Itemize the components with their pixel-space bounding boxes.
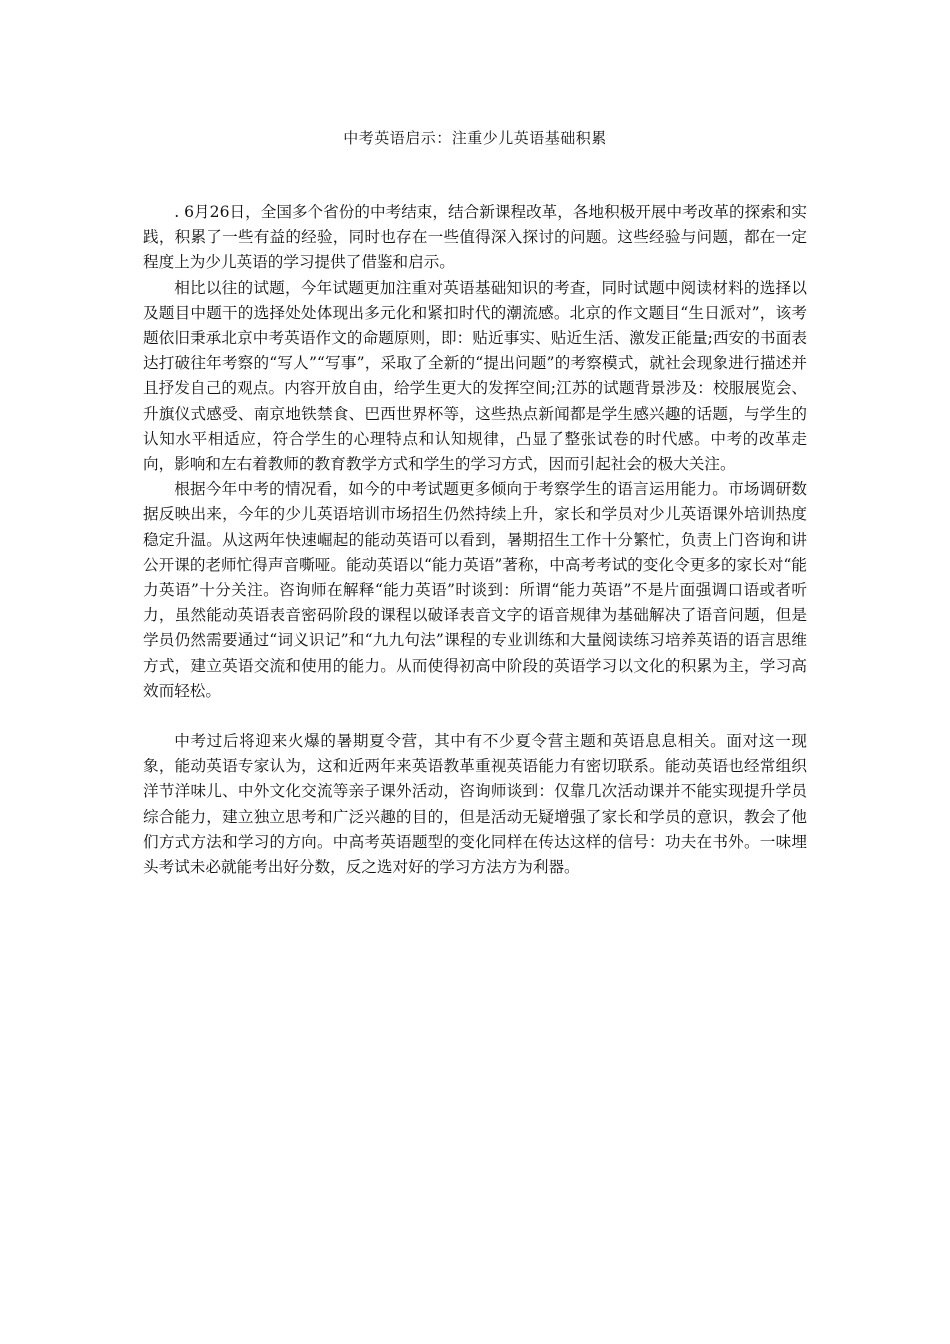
paragraph-4: 中考过后将迎来火爆的暑期夏令营，其中有不少夏令营主题和英语息息相关。面对这一现象，能动英语专家认为，这和近两年来英语教革重视英语能力有密切联系。能动英语也经常组织洋节洋味儿、中外文化交流等亲子课外活动，咨询师谈到：仅靠几次活动课并不能实现提升学员综合能力，建立独立思考和广泛兴趣的目的，但是活动无疑增强了家长和学员的意识，教会了他们方式方法和学习的方向。中高考英语题型的变化同样在传达这样的信号：功夫在书外。一味埋头考试未必就能考出好分数，反之选对好的学习方法方为利器。: [143, 732, 807, 877]
paragraph-2: 相比以往的试题，今年试题更加注重对英语基础知识的考查，同时试题中阅读材料的选择以及题目中题干的选择处处体现出多元化和紧扣时代的潮流感。北京的作文题目“生日派对”，该考题依旧秉承北京中考英语作文的命题原则，即：贴近事实、贴近生活、激发正能量;西安的书面表达打破往年考察的“写人”“写事”，采取了全新的“提出问题”的考察模式，就社会现象进行描述并且抒发自己的观点。内容开放自由，给学生更大的发挥空间;江苏的试题背景涉及：校服展览会、升旗仪式感受、南京地铁禁食、巴西世界杯等，这些热点新闻都是学生感兴趣的话题，与学生的认知水平相适应，符合学生的心理特点和认知规律，凸显了整张试卷的时代感。中考的改革走向，影响和左右着教师的教育教学方式和学生的学习方式，因而引起社会的极大关注。: [143, 278, 807, 474]
document-title: 中考英语启示：注重少儿英语基础积累: [343, 129, 607, 147]
paragraph-3: 根据今年中考的情况看，如今的中考试题更多倾向于考察学生的语言运用能力。市场调研数据反映出来，今年的少儿英语培训市场招生仍然持续上升，家长和学员对少儿英语课外培训热度稳定升温。从这两年快速崛起的能动英语可以看到，暑期招生工作十分繁忙，负责上门咨询和讲公开课的老师忙得声音嘶哑。能动英语以“能力英语”著称，中高考考试的变化令更多的家长对“能力英语”十分关注。咨询师在解释“能力英语”时谈到：所谓“能力英语”不是片面强调口语或者听力，虽然能动英语表音密码阶段的课程以破译表音文字的语音规律为基础解决了语音问题，但是学员仍然需要通过“词义识记”和“九九句法”课程的专业训练和大量阅读练习培养英语的语言思维方式，建立英语交流和使用的能力。从而使得初高中阶段的英语学习以文化的积累为主，学习高效而轻松。: [143, 480, 807, 700]
paragraph-1: . 6月26日，全国多个省份的中考结束，结合新课程改革，各地积极开展中考改革的探索和实践，积累了一些有益的经验，同时也存在一些值得深入探讨的问题。这些经验与问题，都在一定程度上为少儿英语的学习提供了借鉴和启示。: [143, 203, 807, 272]
document-body: [143, 200, 807, 880]
